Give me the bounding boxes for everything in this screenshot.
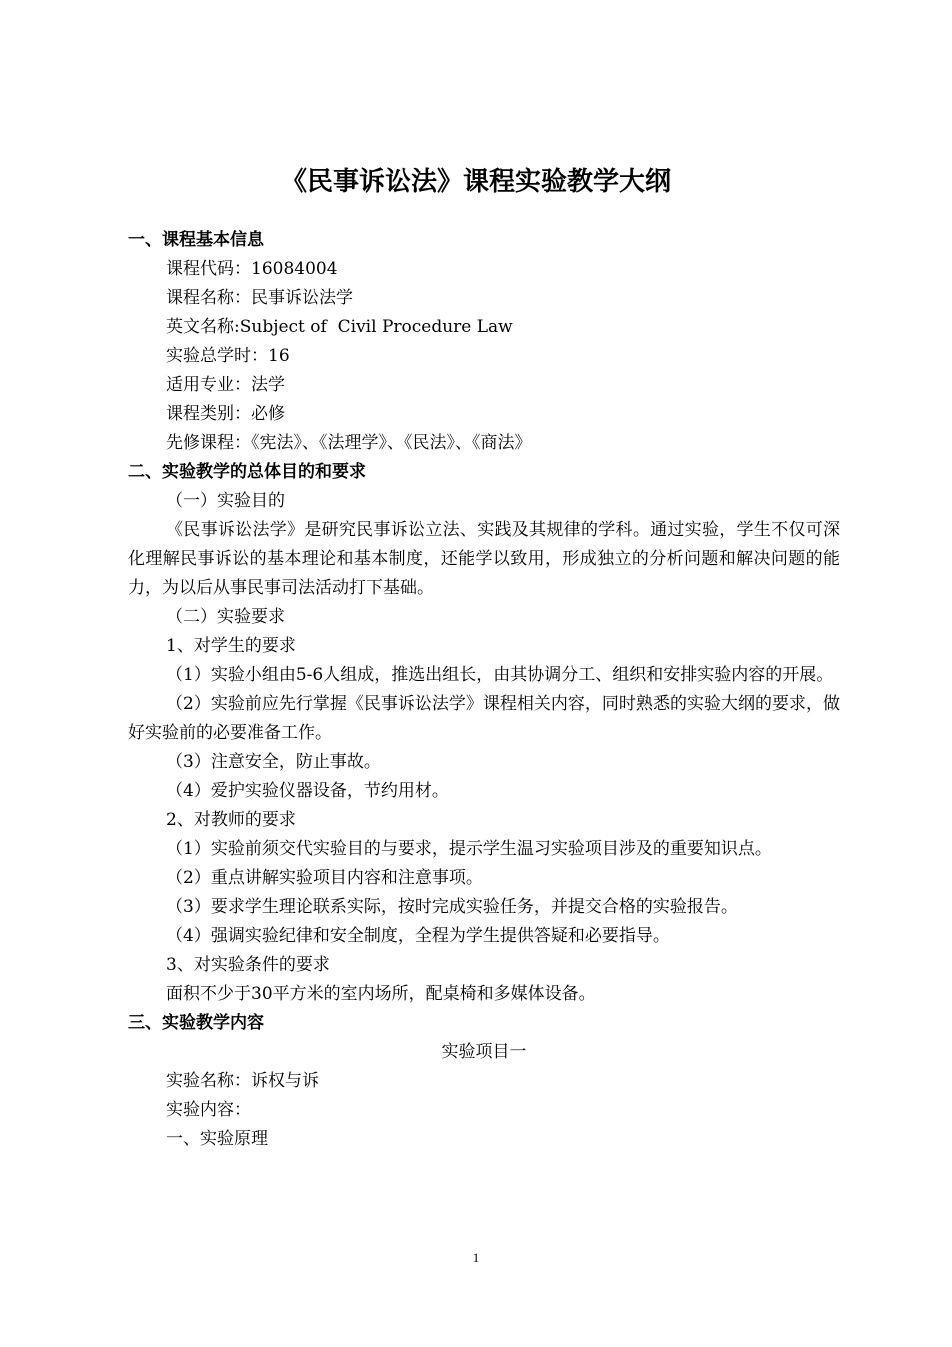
student-requirement-item: （4）爱护实验仪器设备，节约用材。 <box>166 781 449 801</box>
student-requirements-heading: 1、对学生的要求 <box>166 636 296 656</box>
page-number: 1 <box>472 1250 480 1265</box>
prerequisites: 先修课程：《宪法》、《法理学》、《民法》、《商法》 <box>166 433 532 453</box>
total-hours: 实验总学时：16 <box>166 346 290 366</box>
student-requirement-item: （3）注意安全，防止事故。 <box>166 752 381 772</box>
student-requirement-item: （1）实验小组由5-6人组成，推选出组长，由其协调分工、组织和安排实验内容的开展。 <box>166 665 834 685</box>
applicable-major: 适用专业：法学 <box>166 375 285 395</box>
teacher-requirement-item: （1）实验前须交代实验目的与要求，提示学生温习实验项目涉及的重要知识点。 <box>166 839 772 859</box>
section-heading-goals: 二、实验教学的总体目的和要求 <box>128 462 366 482</box>
conditions-text: 面积不少于30平方米的室内场所，配桌椅和多媒体设备。 <box>166 984 596 1004</box>
teacher-requirement-item: （2）重点讲解实验项目内容和注意事项。 <box>166 868 483 888</box>
project-title: 实验项目一 <box>441 1042 527 1062</box>
teacher-requirement-item: （3）要求学生理论联系实际，按时完成实验任务，并提交合格的实验报告。 <box>166 897 738 917</box>
course-name: 课程名称：民事诉讼法学 <box>166 288 353 308</box>
purpose-heading: （一）实验目的 <box>166 491 285 511</box>
english-name: 英文名称:Subject of Civil Procedure Law <box>166 317 513 337</box>
experiment-name: 实验名称：诉权与诉 <box>166 1071 319 1091</box>
student-requirement-item: （2）实验前应先行掌握《民事诉讼法学》课程相关内容，同时熟悉的实验大纲的要求，做好实验前的必要准备工作。 <box>128 694 840 743</box>
document-body <box>128 226 840 1154</box>
requirements-heading: （二）实验要求 <box>166 607 285 627</box>
conditions-heading: 3、对实验条件的要求 <box>166 955 330 975</box>
course-code: 课程代码：16084004 <box>166 259 338 279</box>
course-category: 课程类别：必修 <box>166 404 285 424</box>
section-heading-content: 三、实验教学内容 <box>128 1013 264 1033</box>
experiment-content-label: 实验内容： <box>166 1100 251 1120</box>
experiment-principle-heading: 一、实验原理 <box>166 1129 268 1149</box>
teacher-requirements-heading: 2、对教师的要求 <box>166 810 296 830</box>
teacher-requirement-item: （4）强调实验纪律和安全制度，全程为学生提供答疑和必要指导。 <box>166 926 670 946</box>
section-heading-basic-info: 一、课程基本信息 <box>128 230 264 250</box>
document-title: 《民事诉讼法》课程实验教学大纲 <box>280 167 671 197</box>
purpose-paragraph: 《民事诉讼法学》是研究民事诉讼立法、实践及其规律的学科。通过实验，学生不仅可深化理解民事诉讼的基本理论和基本制度，还能学以致用，形成独立的分析问题和解决问题的能力，为以后从事民事司法活动打下基础。 <box>128 520 840 598</box>
